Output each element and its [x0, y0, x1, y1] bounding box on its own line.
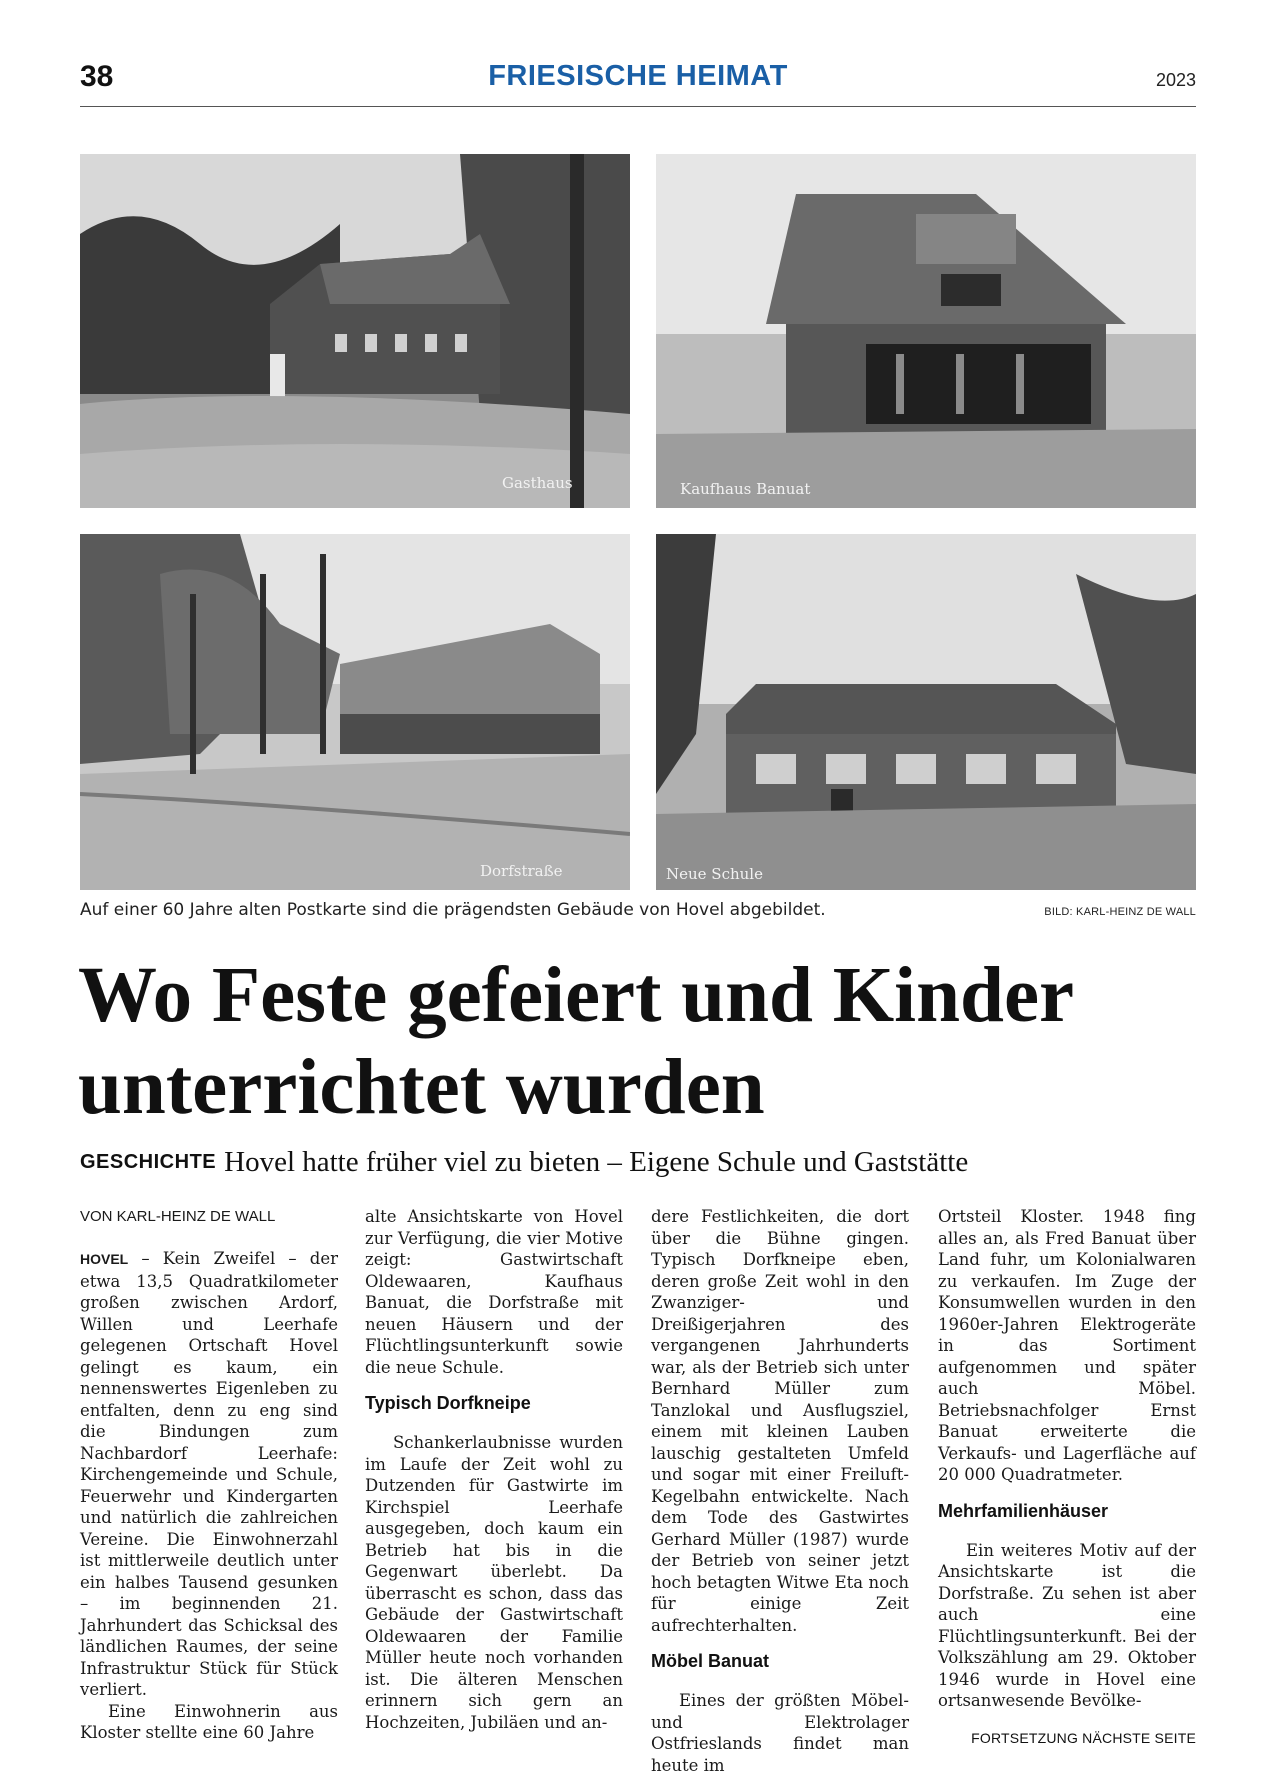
- paragraph: [80, 1248, 338, 1701]
- photo-dorfstrasse: [80, 534, 630, 890]
- subheadline: [80, 1146, 968, 1179]
- headline: Wo Feste gefeiert und Kinder unterrichtet wurden: [78, 952, 1073, 1131]
- article-column-4: [938, 1206, 1196, 1712]
- photo-gasthaus: [80, 154, 630, 508]
- continuation-note: FORTSETZUNG NÄCHSTE SEITE: [971, 1730, 1196, 1746]
- paragraph: Eines der größten Möbel- und Elektrolager Ostfrieslands findet man heute im: [651, 1691, 909, 1775]
- photo-label-kaufhaus: Kaufhaus Banuat: [680, 480, 811, 498]
- kicker: GESCHICHTE: [80, 1151, 217, 1173]
- paragraph: Eine Einwohnerin aus Kloster stellte eine 60 Jahre: [80, 1701, 338, 1742]
- page-number: 38: [80, 60, 114, 93]
- photo-neue-schule: [656, 534, 1196, 890]
- paragraph: dere Festlichkeiten, die dort über die Bühne gingen. Typisch Dorfkneipe eben, deren große Zeit wohl in den Zwanziger- und Dreißigerjahren des vergangenen Jahrhunderts war, als der Betrieb sich unter Bernhard Müller zum Tanzlokal und Ausflugsziel, einem mit kleinen Lauben lauschig gestalteten Umfeld und sogar mit einer Freiluft-Kegelbahn entwickelte. Nach dem Tode des Gastwirtes Gerhard Müller (1987) wurde der Betrieb von seiner jetzt hoch betagten Witwe Eta noch für einige Zeit aufrechterhalten.: [651, 1207, 909, 1635]
- paragraph-text: – Kein Zweifel – der etwa 13,5 Quadratkilometer großen zwischen Ardorf, Willen und Leerhafe gelegenen Ortschaft Hovel gelingt es kaum, ein nennenswertes Eigenleben zu entfalten, denn zu eng sind die Bindungen zum Nachbardorf Leerhafe: Kirchengemeinde und Schule, Feuerwehr und Kindergarten und natürlich die zahlreichen Vereine. Die Einwohnerzahl ist mittlerweile deutlich unter ein halbes Tausend gesunken – im beginnenden 21. Jahrhundert das Schicksal des ländlichen Raumes, der seine Infrastruktur Stück für Stück verliert.: [80, 1249, 338, 1699]
- photo-label-gasthaus: Gasthaus: [502, 474, 573, 492]
- paragraph: Schankerlaubnisse wurden im Laufe der Zeit wohl zu Dutzenden für Gastwirte im Kirchspiel Leerhafe ausgegeben, doch kaum ein Betrieb hat bis in die Gegenwart überlebt. Da überrascht es schon, dass das Gebäude der Gastwirtschaft Oldewaaren der Familie Müller heute noch vorhanden ist. Die älteren Menschen erinnern sich gern an Hochzeiten, Jubiläen und an-: [365, 1433, 623, 1732]
- section-title: FRIESISCHE HEIMAT: [488, 60, 788, 92]
- article-column-2: [365, 1206, 623, 1733]
- page-year: 2023: [1155, 70, 1196, 90]
- paragraph: Ein weiteres Motiv auf der Ansichtskarte ist die Dorfstraße. Zu sehen ist aber auch eine Flüchtlingsunterkunft. Bei der Volkszählung am 29. Oktober 1946 wurde in Hovel eine ortsanwesende Bevölke-: [938, 1540, 1196, 1710]
- byline: VON KARL-HEINZ DE WALL: [80, 1208, 276, 1225]
- photo-credit: BILD: KARL-HEINZ DE WALL: [1044, 906, 1196, 918]
- paragraph: alte Ansichtskarte von Hovel zur Verfügung, die vier Motive zeigt: Gastwirtschaft Oldewaaren, Kaufhaus Banuat, die Dorfstraße mit neuen Häusern und der Flüchtlingsunterkunft sowie die neue Schule.: [365, 1207, 623, 1377]
- article-column-1: [80, 1206, 338, 1744]
- section-heading: Mehrfamilienhäuser: [938, 1500, 1109, 1521]
- article-column-3: [651, 1206, 909, 1776]
- paragraph: Ortsteil Kloster. 1948 fing alles an, als Fred Banuat über Land fuhr, um Kolonialwaren zu verkaufen. Im Zuge der Konsumwellen wurden in den 1960er-Jahren Elektrogeräte in das Sortiment aufgenommen und später auch Möbel. Betriebsnachfolger Ernst Banuat erweiterte die Verkaufs- und Lagerfläche auf 20 000 Quadratmeter.: [938, 1207, 1196, 1484]
- photo-kaufhaus: [656, 154, 1196, 508]
- dateline: HOVEL: [80, 1251, 129, 1267]
- photo-label-neue-schule: Neue Schule: [666, 865, 763, 883]
- section-heading: Möbel Banuat: [651, 1651, 770, 1671]
- header-divider: [80, 106, 1196, 107]
- subheadline-text: Hovel hatte früher viel zu bieten – Eigene Schule und Gaststätte: [224, 1146, 969, 1178]
- photo-label-dorfstrasse: Dorfstraße: [480, 862, 563, 880]
- photo-caption: Auf einer 60 Jahre alten Postkarte sind die prägendsten Gebäude von Hovel abgebildet.: [80, 900, 826, 920]
- section-heading: Typisch Dorfkneipe: [365, 1393, 531, 1413]
